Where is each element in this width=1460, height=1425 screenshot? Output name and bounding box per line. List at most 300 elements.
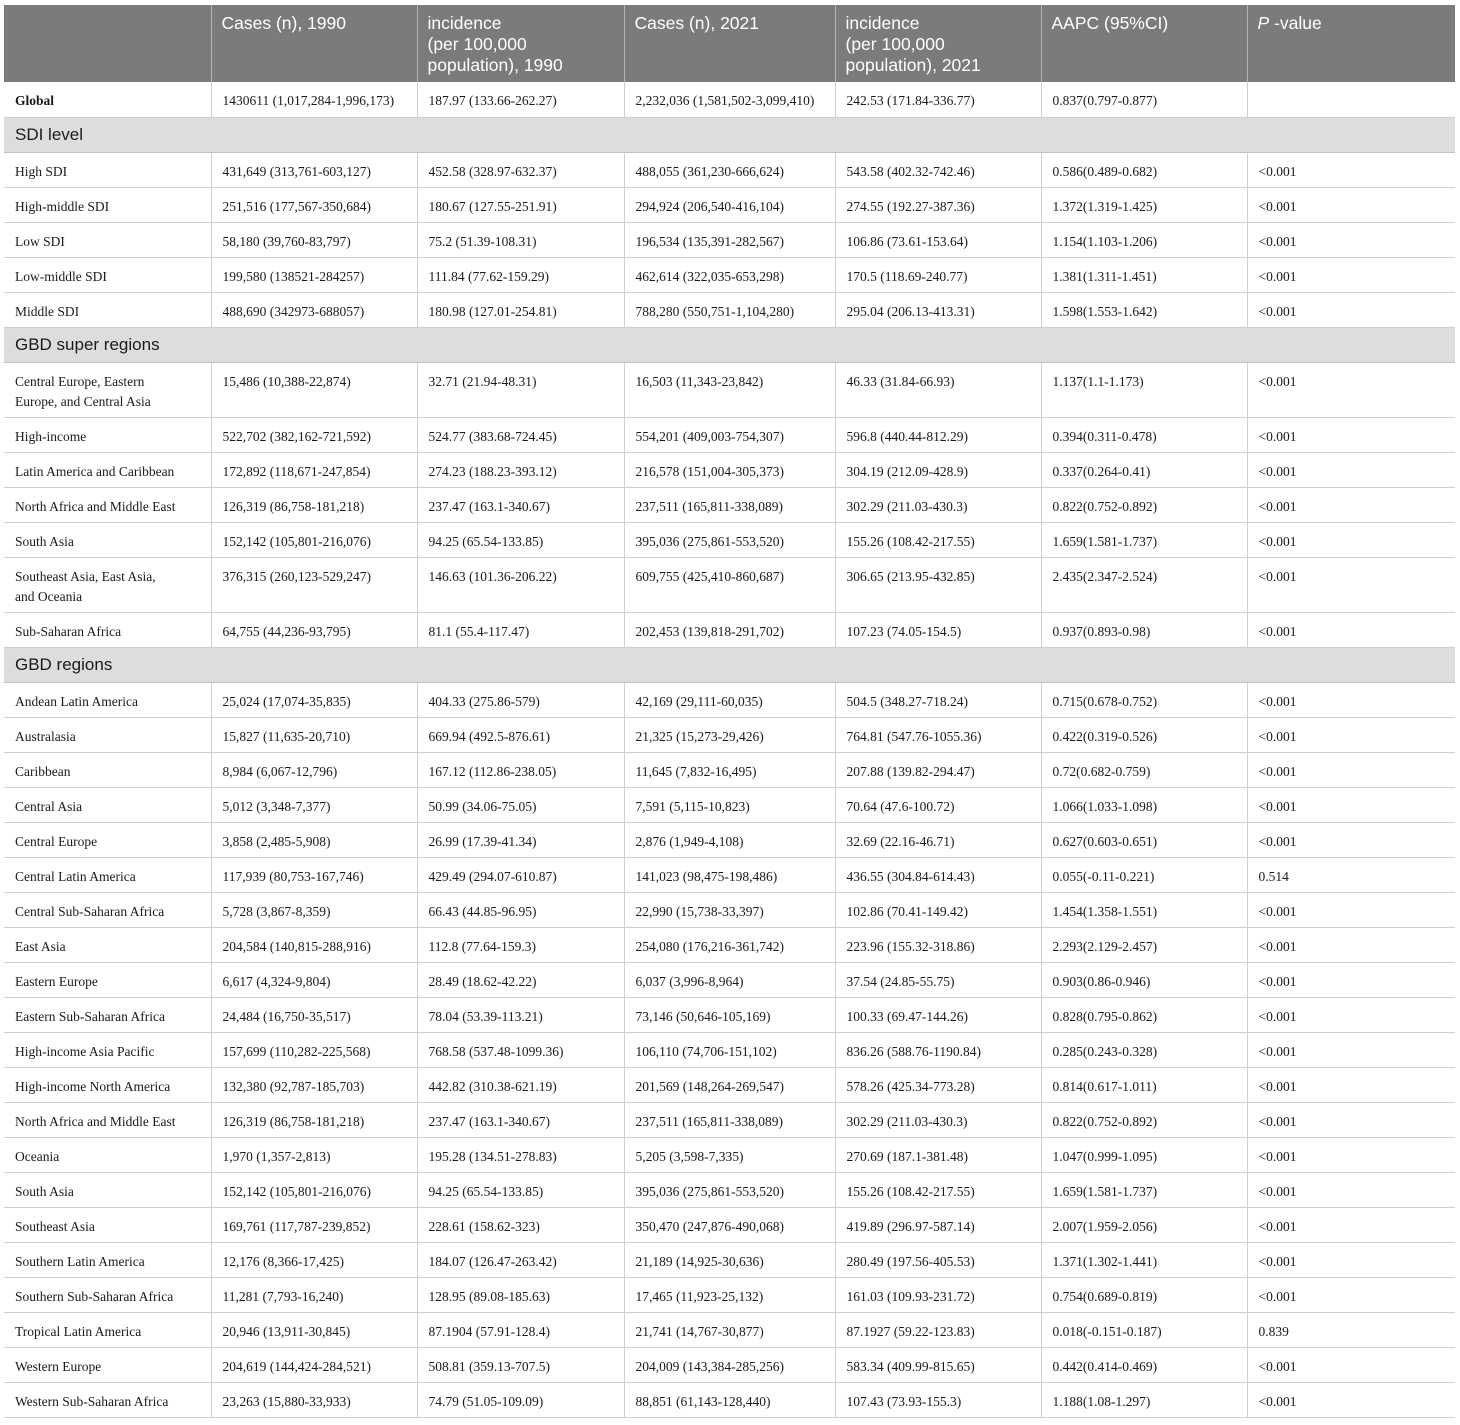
cell-location: Middle SDI <box>4 292 211 327</box>
table-row <box>4 1242 1455 1277</box>
cell-location-line1: High-income <box>15 428 87 444</box>
cell-incidence-1990: 237.47 (163.1-340.67) <box>417 487 624 522</box>
cell-aapc: 2.293(2.129-2.457) <box>1041 927 1247 962</box>
cell-p-value: <0.001 <box>1247 1347 1455 1382</box>
header-row <box>4 5 1455 82</box>
cell-cases-1990: 126,319 (86,758-181,218) <box>211 487 417 522</box>
cell-cases-1990: 251,516 (177,567-350,684) <box>211 187 417 222</box>
cell-location: Eastern Europe <box>4 962 211 997</box>
cell-cases-2021: 16,503 (11,343-23,842) <box>624 362 835 417</box>
header-incidence-2021-line3: population), 2021 <box>845 55 981 75</box>
cell-p-value: <0.001 <box>1247 292 1455 327</box>
table-row <box>4 1067 1455 1102</box>
cell-aapc: 0.018(-0.151-0.187) <box>1041 1312 1247 1347</box>
cell-location-line1: Southeast Asia, East Asia, <box>15 568 156 584</box>
incidence-table <box>4 5 1455 1418</box>
cell-p-value: <0.001 <box>1247 452 1455 487</box>
cell-incidence-1990: 66.43 (44.85-96.95) <box>417 892 624 927</box>
cell-cases-1990: 152,142 (105,801-216,076) <box>211 522 417 557</box>
cell-aapc: 0.937(0.893-0.98) <box>1041 612 1247 647</box>
cell-aapc: 0.422(0.319-0.526) <box>1041 717 1247 752</box>
cell-location <box>4 557 211 612</box>
cell-cases-1990: 132,380 (92,787-185,703) <box>211 1067 417 1102</box>
table-row <box>4 222 1455 257</box>
cell-aapc: 0.903(0.86-0.946) <box>1041 962 1247 997</box>
cell-cases-1990: 376,315 (260,123-529,247) <box>211 557 417 612</box>
cell-incidence-2021: 107.43 (73.93-155.3) <box>835 1382 1041 1417</box>
cell-location <box>4 612 211 647</box>
table-row <box>4 1277 1455 1312</box>
cell-cases-1990: 64,755 (44,236-93,795) <box>211 612 417 647</box>
table-row <box>4 1207 1455 1242</box>
table-row <box>4 257 1455 292</box>
cell-p-value: <0.001 <box>1247 557 1455 612</box>
header-aapc <box>1041 5 1247 82</box>
table-row <box>4 1172 1455 1207</box>
table-row <box>4 187 1455 222</box>
cell-incidence-2021: 107.23 (74.05-154.5) <box>835 612 1041 647</box>
cell-cases-1990: 1,970 (1,357-2,813) <box>211 1137 417 1172</box>
cell-cases-2021: 294,924 (206,540-416,104) <box>624 187 835 222</box>
cell-incidence-1990: 180.67 (127.55-251.91) <box>417 187 624 222</box>
cell-aapc: 0.627(0.603-0.651) <box>1041 822 1247 857</box>
cell-incidence-1990: 274.23 (188.23-393.12) <box>417 452 624 487</box>
cell-incidence-1990: 429.49 (294.07-610.87) <box>417 857 624 892</box>
table-row <box>4 452 1455 487</box>
cell-cases-2021: 609,755 (425,410-860,687) <box>624 557 835 612</box>
cell-p-value: <0.001 <box>1247 752 1455 787</box>
cell-p-value: <0.001 <box>1247 1102 1455 1137</box>
cell-p-value: <0.001 <box>1247 1277 1455 1312</box>
cell-location-line1: Latin America and Caribbean <box>15 463 175 479</box>
cell-cases-2021: 788,280 (550,751-1,104,280) <box>624 292 835 327</box>
table-row <box>4 927 1455 962</box>
section-row-regions <box>4 647 1455 682</box>
cell-p-value <box>1247 82 1455 117</box>
cell-incidence-1990: 50.99 (34.06-75.05) <box>417 787 624 822</box>
cell-cases-2021: 5,205 (3,598-7,335) <box>624 1137 835 1172</box>
cell-incidence-2021: 106.86 (73.61-153.64) <box>835 222 1041 257</box>
cell-incidence-1990: 237.47 (163.1-340.67) <box>417 1102 624 1137</box>
section-title-regions: GBD regions <box>4 647 1455 682</box>
cell-cases-2021: 6,037 (3,996-8,964) <box>624 962 835 997</box>
cell-location: Andean Latin America <box>4 682 211 717</box>
cell-p-value: <0.001 <box>1247 187 1455 222</box>
cell-aapc: 1.371(1.302-1.441) <box>1041 1242 1247 1277</box>
section-row-sdi <box>4 117 1455 152</box>
cell-cases-2021: 106,110 (74,706-151,102) <box>624 1032 835 1067</box>
cell-cases-1990: 126,319 (86,758-181,218) <box>211 1102 417 1137</box>
cell-aapc: 1.659(1.581-1.737) <box>1041 522 1247 557</box>
cell-p-value: <0.001 <box>1247 417 1455 452</box>
cell-incidence-1990: 78.04 (53.39-113.21) <box>417 997 624 1032</box>
cell-incidence-2021: 306.65 (213.95-432.85) <box>835 557 1041 612</box>
cell-aapc: 0.814(0.617-1.011) <box>1041 1067 1247 1102</box>
cell-p-value: <0.001 <box>1247 1067 1455 1102</box>
cell-incidence-1990: 442.82 (310.38-621.19) <box>417 1067 624 1102</box>
cell-incidence-2021: 543.58 (402.32-742.46) <box>835 152 1041 187</box>
cell-incidence-1990: 128.95 (89.08-185.63) <box>417 1277 624 1312</box>
cell-location: Central Latin America <box>4 857 211 892</box>
table-row <box>4 362 1455 417</box>
cell-cases-1990: 157,699 (110,282-225,568) <box>211 1032 417 1067</box>
cell-p-value: <0.001 <box>1247 1207 1455 1242</box>
cell-cases-2021: 201,569 (148,264-269,547) <box>624 1067 835 1102</box>
table-row <box>4 417 1455 452</box>
cell-location: Central Europe <box>4 822 211 857</box>
cell-cases-1990: 522,702 (382,162-721,592) <box>211 417 417 452</box>
cell-cases-1990: 172,892 (118,671-247,854) <box>211 452 417 487</box>
cell-cases-2021: 350,470 (247,876-490,068) <box>624 1207 835 1242</box>
cell-location: Central Sub-Saharan Africa <box>4 892 211 927</box>
cell-incidence-2021: 32.69 (22.16-46.71) <box>835 822 1041 857</box>
cell-p-value: <0.001 <box>1247 962 1455 997</box>
cell-location <box>4 452 211 487</box>
header-cases-1990 <box>211 5 417 82</box>
table-row <box>4 892 1455 927</box>
cell-aapc: 0.822(0.752-0.892) <box>1041 487 1247 522</box>
cell-aapc: 1.137(1.1-1.173) <box>1041 362 1247 417</box>
cell-aapc: 1.188(1.08-1.297) <box>1041 1382 1247 1417</box>
cell-p-value: <0.001 <box>1247 152 1455 187</box>
table-row <box>4 1382 1455 1417</box>
cell-aapc: 0.828(0.795-0.862) <box>1041 997 1247 1032</box>
header-incidence-2021 <box>835 5 1041 82</box>
cell-incidence-1990: 111.84 (77.62-159.29) <box>417 257 624 292</box>
cell-location: Oceania <box>4 1137 211 1172</box>
cell-incidence-2021: 280.49 (197.56-405.53) <box>835 1242 1041 1277</box>
cell-cases-2021: 204,009 (143,384-285,256) <box>624 1347 835 1382</box>
header-cases-1990-text: Cases (n), 1990 <box>221 13 347 33</box>
header-location <box>4 5 211 82</box>
cell-p-value: <0.001 <box>1247 997 1455 1032</box>
cell-p-value: <0.001 <box>1247 487 1455 522</box>
cell-cases-1990: 169,761 (117,787-239,852) <box>211 1207 417 1242</box>
cell-location: Southern Sub-Saharan Africa <box>4 1277 211 1312</box>
cell-p-value: <0.001 <box>1247 362 1455 417</box>
table-row <box>4 787 1455 822</box>
cell-incidence-2021: 170.5 (118.69-240.77) <box>835 257 1041 292</box>
cell-incidence-2021: 207.88 (139.82-294.47) <box>835 752 1041 787</box>
cell-cases-1990: 431,649 (313,761-603,127) <box>211 152 417 187</box>
table-row <box>4 557 1455 612</box>
cell-incidence-2021: 270.69 (187.1-381.48) <box>835 1137 1041 1172</box>
cell-location: Western Sub-Saharan Africa <box>4 1382 211 1417</box>
header-p-rest: -value <box>1269 13 1322 33</box>
cell-incidence-1990: 180.98 (127.01-254.81) <box>417 292 624 327</box>
cell-location-line1: Central Europe, Eastern <box>15 373 145 389</box>
table-row <box>4 1312 1455 1347</box>
cell-cases-1990: 488,690 (342973-688057) <box>211 292 417 327</box>
cell-aapc: 1.454(1.358-1.551) <box>1041 892 1247 927</box>
table-row <box>4 1347 1455 1382</box>
cell-location: South Asia <box>4 1172 211 1207</box>
cell-incidence-1990: 404.33 (275.86-579) <box>417 682 624 717</box>
cell-aapc: 0.754(0.689-0.819) <box>1041 1277 1247 1312</box>
cell-incidence-1990: 452.58 (328.97-632.37) <box>417 152 624 187</box>
cell-p-value: <0.001 <box>1247 787 1455 822</box>
cell-location: Low SDI <box>4 222 211 257</box>
cell-aapc: 1.154(1.103-1.206) <box>1041 222 1247 257</box>
cell-cases-2021: 141,023 (98,475-198,486) <box>624 857 835 892</box>
cell-incidence-1990: 768.58 (537.48-1099.36) <box>417 1032 624 1067</box>
cell-cases-2021: 202,453 (139,818-291,702) <box>624 612 835 647</box>
cell-p-value: 0.839 <box>1247 1312 1455 1347</box>
cell-location-line1: South Asia <box>15 533 74 549</box>
table-row <box>4 682 1455 717</box>
cell-cases-1990: 5,728 (3,867-8,359) <box>211 892 417 927</box>
cell-location: East Asia <box>4 927 211 962</box>
table-row <box>4 612 1455 647</box>
cell-location <box>4 522 211 557</box>
cell-incidence-1990: 94.25 (65.54-133.85) <box>417 1172 624 1207</box>
cell-incidence-1990: 87.1904 (57.91-128.4) <box>417 1312 624 1347</box>
cell-incidence-1990: 146.63 (101.36-206.22) <box>417 557 624 612</box>
cell-cases-2021: 42,169 (29,111-60,035) <box>624 682 835 717</box>
cell-cases-1990: 11,281 (7,793-16,240) <box>211 1277 417 1312</box>
header-aapc-text: AAPC (95%CI) <box>1051 13 1169 33</box>
cell-location: High-middle SDI <box>4 187 211 222</box>
cell-cases-1990: 58,180 (39,760-83,797) <box>211 222 417 257</box>
cell-cases-2021: 22,990 (15,738-33,397) <box>624 892 835 927</box>
cell-cases-1990: 12,176 (8,366-17,425) <box>211 1242 417 1277</box>
cell-incidence-1990: 75.2 (51.39-108.31) <box>417 222 624 257</box>
cell-incidence-1990: 228.61 (158.62-323) <box>417 1207 624 1242</box>
header-p-value <box>1247 5 1455 82</box>
cell-aapc: 0.837(0.797-0.877) <box>1041 82 1247 117</box>
cell-aapc: 1.066(1.033-1.098) <box>1041 787 1247 822</box>
cell-incidence-1990: 112.8 (77.64-159.3) <box>417 927 624 962</box>
cell-incidence-1990: 32.71 (21.94-48.31) <box>417 362 624 417</box>
cell-p-value: <0.001 <box>1247 822 1455 857</box>
cell-incidence-1990: 195.28 (134.51-278.83) <box>417 1137 624 1172</box>
cell-cases-1990: 23,263 (15,880-33,933) <box>211 1382 417 1417</box>
header-incidence-2021-line2: (per 100,000 <box>845 34 945 54</box>
cell-incidence-2021: 295.04 (206.13-413.31) <box>835 292 1041 327</box>
cell-location: Western Europe <box>4 1347 211 1382</box>
cell-incidence-2021: 419.89 (296.97-587.14) <box>835 1207 1041 1242</box>
cell-p-value: <0.001 <box>1247 892 1455 927</box>
cell-aapc: 0.394(0.311-0.478) <box>1041 417 1247 452</box>
cell-incidence-1990: 28.49 (18.62-42.22) <box>417 962 624 997</box>
cell-location: Eastern Sub-Saharan Africa <box>4 997 211 1032</box>
cell-incidence-2021: 302.29 (211.03-430.3) <box>835 1102 1041 1137</box>
cell-p-value: <0.001 <box>1247 717 1455 752</box>
table-row <box>4 1032 1455 1067</box>
table-row <box>4 717 1455 752</box>
cell-incidence-2021: 155.26 (108.42-217.55) <box>835 1172 1041 1207</box>
table-row <box>4 1137 1455 1172</box>
cell-p-value: <0.001 <box>1247 222 1455 257</box>
cell-cases-1990: 199,580 (138521-284257) <box>211 257 417 292</box>
cell-incidence-2021: 274.55 (192.27-387.36) <box>835 187 1041 222</box>
cell-incidence-2021: 583.34 (409.99-815.65) <box>835 1347 1041 1382</box>
header-cases-2021 <box>624 5 835 82</box>
cell-location: Australasia <box>4 717 211 752</box>
cell-aapc: 0.72(0.682-0.759) <box>1041 752 1247 787</box>
cell-cases-1990: 117,939 (80,753-167,746) <box>211 857 417 892</box>
cell-aapc: 1.598(1.553-1.642) <box>1041 292 1247 327</box>
cell-cases-2021: 462,614 (322,035-653,298) <box>624 257 835 292</box>
cell-cases-2021: 73,146 (50,646-105,169) <box>624 997 835 1032</box>
cell-location: Southeast Asia <box>4 1207 211 1242</box>
header-incidence-1990-line2: (per 100,000 <box>427 34 527 54</box>
cell-cases-1990: 1430611 (1,017,284-1,996,173) <box>211 82 417 117</box>
cell-location: Caribbean <box>4 752 211 787</box>
cell-location <box>4 417 211 452</box>
cell-p-value: <0.001 <box>1247 1172 1455 1207</box>
cell-cases-2021: 2,232,036 (1,581,502-3,099,410) <box>624 82 835 117</box>
table-row <box>4 152 1455 187</box>
table-row <box>4 752 1455 787</box>
cell-cases-1990: 20,946 (13,911-30,845) <box>211 1312 417 1347</box>
cell-incidence-2021: 242.53 (171.84-336.77) <box>835 82 1041 117</box>
table-row <box>4 962 1455 997</box>
cell-cases-2021: 395,036 (275,861-553,520) <box>624 1172 835 1207</box>
table-row <box>4 997 1455 1032</box>
cell-incidence-1990: 81.1 (55.4-117.47) <box>417 612 624 647</box>
cell-location <box>4 362 211 417</box>
cell-location: Global <box>4 82 211 117</box>
cell-incidence-1990: 508.81 (359.13-707.5) <box>417 1347 624 1382</box>
cell-location <box>4 487 211 522</box>
table-row <box>4 522 1455 557</box>
table-row-global <box>4 82 1455 117</box>
cell-location: High SDI <box>4 152 211 187</box>
cell-cases-2021: 395,036 (275,861-553,520) <box>624 522 835 557</box>
cell-incidence-1990: 26.99 (17.39-41.34) <box>417 822 624 857</box>
cell-cases-1990: 24,484 (16,750-35,517) <box>211 997 417 1032</box>
cell-p-value: <0.001 <box>1247 682 1455 717</box>
cell-incidence-2021: 46.33 (31.84-66.93) <box>835 362 1041 417</box>
cell-aapc: 0.337(0.264-0.41) <box>1041 452 1247 487</box>
table-row <box>4 822 1455 857</box>
table-row <box>4 292 1455 327</box>
cell-location-line1: Sub-Saharan Africa <box>15 623 122 639</box>
cell-cases-1990: 204,619 (144,424-284,521) <box>211 1347 417 1382</box>
cell-aapc: 1.047(0.999-1.095) <box>1041 1137 1247 1172</box>
cell-cases-1990: 152,142 (105,801-216,076) <box>211 1172 417 1207</box>
cell-incidence-1990: 524.77 (383.68-724.45) <box>417 417 624 452</box>
cell-cases-2021: 21,189 (14,925-30,636) <box>624 1242 835 1277</box>
cell-aapc: 1.372(1.319-1.425) <box>1041 187 1247 222</box>
cell-cases-2021: 237,511 (165,811-338,089) <box>624 1102 835 1137</box>
header-p-italic: P <box>1257 13 1270 33</box>
cell-aapc: 1.659(1.581-1.737) <box>1041 1172 1247 1207</box>
cell-incidence-1990: 74.79 (51.05-109.09) <box>417 1382 624 1417</box>
cell-p-value: <0.001 <box>1247 612 1455 647</box>
cell-incidence-1990: 669.94 (492.5-876.61) <box>417 717 624 752</box>
cell-cases-1990: 3,858 (2,485-5,908) <box>211 822 417 857</box>
cell-incidence-2021: 37.54 (24.85-55.75) <box>835 962 1041 997</box>
cell-cases-2021: 196,534 (135,391-282,567) <box>624 222 835 257</box>
header-incidence-1990 <box>417 5 624 82</box>
cell-location-line2: and Oceania <box>15 588 83 604</box>
cell-incidence-2021: 223.96 (155.32-318.86) <box>835 927 1041 962</box>
cell-aapc: 0.715(0.678-0.752) <box>1041 682 1247 717</box>
cell-cases-2021: 254,080 (176,216-361,742) <box>624 927 835 962</box>
section-title-super: GBD super regions <box>4 327 1455 362</box>
cell-p-value: <0.001 <box>1247 927 1455 962</box>
cell-p-value: <0.001 <box>1247 1382 1455 1417</box>
cell-location: Southern Latin America <box>4 1242 211 1277</box>
cell-cases-1990: 6,617 (4,324-9,804) <box>211 962 417 997</box>
cell-aapc: 0.285(0.243-0.328) <box>1041 1032 1247 1067</box>
cell-cases-2021: 216,578 (151,004-305,373) <box>624 452 835 487</box>
table-row <box>4 857 1455 892</box>
cell-location: Central Asia <box>4 787 211 822</box>
cell-location: Low-middle SDI <box>4 257 211 292</box>
cell-incidence-2021: 836.26 (588.76-1190.84) <box>835 1032 1041 1067</box>
cell-cases-2021: 17,465 (11,923-25,132) <box>624 1277 835 1312</box>
cell-incidence-1990: 184.07 (126.47-263.42) <box>417 1242 624 1277</box>
cell-location-line2: Europe, and Central Asia <box>15 393 151 409</box>
cell-aapc: 0.055(-0.11-0.221) <box>1041 857 1247 892</box>
cell-incidence-2021: 302.29 (211.03-430.3) <box>835 487 1041 522</box>
cell-cases-1990: 15,486 (10,388-22,874) <box>211 362 417 417</box>
cell-incidence-2021: 436.55 (304.84-614.43) <box>835 857 1041 892</box>
cell-incidence-2021: 100.33 (69.47-144.26) <box>835 997 1041 1032</box>
cell-incidence-2021: 304.19 (212.09-428.9) <box>835 452 1041 487</box>
header-incidence-1990-line1: incidence <box>427 13 502 33</box>
cell-aapc: 2.007(1.959-2.056) <box>1041 1207 1247 1242</box>
section-row-super <box>4 327 1455 362</box>
cell-p-value: 0.514 <box>1247 857 1455 892</box>
table-row <box>4 487 1455 522</box>
cell-cases-2021: 488,055 (361,230-666,624) <box>624 152 835 187</box>
cell-cases-2021: 11,645 (7,832-16,495) <box>624 752 835 787</box>
cell-p-value: <0.001 <box>1247 1137 1455 1172</box>
header-incidence-2021-line1: incidence <box>845 13 920 33</box>
cell-cases-2021: 7,591 (5,115-10,823) <box>624 787 835 822</box>
cell-location-line1: North Africa and Middle East <box>15 498 176 514</box>
cell-cases-2021: 88,851 (61,143-128,440) <box>624 1382 835 1417</box>
cell-cases-2021: 2,876 (1,949-4,108) <box>624 822 835 857</box>
cell-incidence-2021: 155.26 (108.42-217.55) <box>835 522 1041 557</box>
cell-cases-1990: 15,827 (11,635-20,710) <box>211 717 417 752</box>
cell-incidence-2021: 70.64 (47.6-100.72) <box>835 787 1041 822</box>
header-cases-2021-text: Cases (n), 2021 <box>634 13 760 33</box>
cell-p-value: <0.001 <box>1247 257 1455 292</box>
cell-cases-2021: 237,511 (165,811-338,089) <box>624 487 835 522</box>
cell-aapc: 2.435(2.347-2.524) <box>1041 557 1247 612</box>
cell-cases-2021: 21,325 (15,273-29,426) <box>624 717 835 752</box>
section-title-sdi: SDI level <box>4 117 1455 152</box>
cell-cases-1990: 204,584 (140,815-288,916) <box>211 927 417 962</box>
cell-aapc: 0.822(0.752-0.892) <box>1041 1102 1247 1137</box>
cell-incidence-2021: 504.5 (348.27-718.24) <box>835 682 1041 717</box>
cell-cases-1990: 8,984 (6,067-12,796) <box>211 752 417 787</box>
cell-location: Tropical Latin America <box>4 1312 211 1347</box>
cell-location: North Africa and Middle East <box>4 1102 211 1137</box>
cell-location: High-income Asia Pacific <box>4 1032 211 1067</box>
cell-incidence-2021: 764.81 (547.76-1055.36) <box>835 717 1041 752</box>
cell-aapc: 1.381(1.311-1.451) <box>1041 257 1247 292</box>
cell-location: High-income North America <box>4 1067 211 1102</box>
cell-cases-2021: 554,201 (409,003-754,307) <box>624 417 835 452</box>
cell-incidence-1990: 167.12 (112.86-238.05) <box>417 752 624 787</box>
cell-p-value: <0.001 <box>1247 1242 1455 1277</box>
cell-cases-1990: 5,012 (3,348-7,377) <box>211 787 417 822</box>
cell-p-value: <0.001 <box>1247 1032 1455 1067</box>
cell-incidence-2021: 102.86 (70.41-149.42) <box>835 892 1041 927</box>
table-row <box>4 1102 1455 1137</box>
header-incidence-1990-line3: population), 1990 <box>427 55 563 75</box>
cell-aapc: 0.442(0.414-0.469) <box>1041 1347 1247 1382</box>
cell-incidence-2021: 596.8 (440.44-812.29) <box>835 417 1041 452</box>
cell-cases-2021: 21,741 (14,767-30,877) <box>624 1312 835 1347</box>
cell-incidence-1990: 94.25 (65.54-133.85) <box>417 522 624 557</box>
